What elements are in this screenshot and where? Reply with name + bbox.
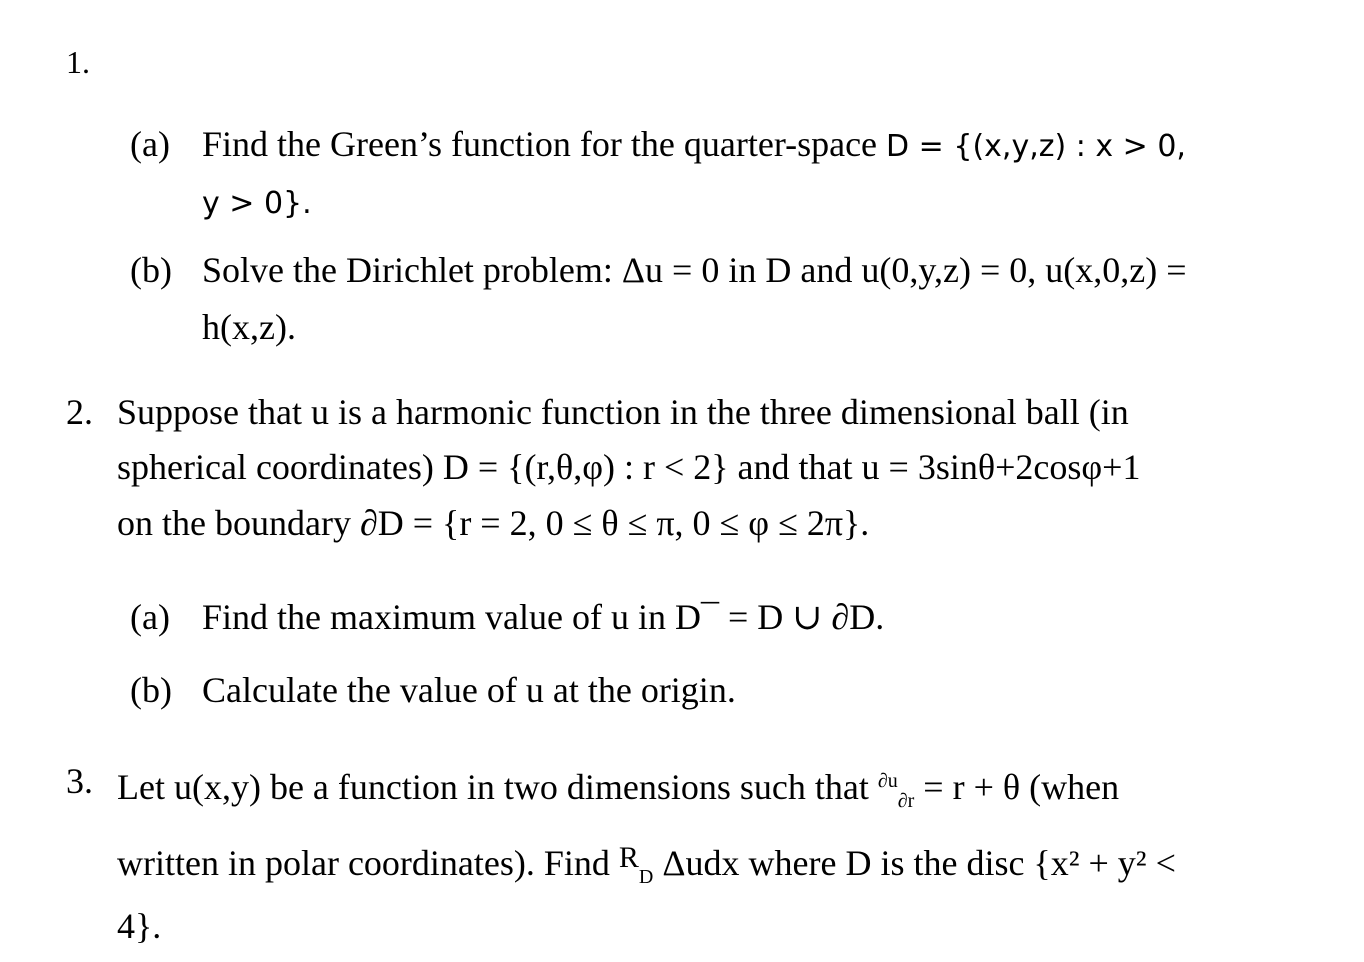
question-3-line2-start: written in polar coordinates). Find: [117, 843, 610, 883]
question-3-line1-end: = r + θ (when: [923, 767, 1120, 807]
question-1-number: 1.: [66, 44, 90, 80]
question-2a-text: Find the maximum value of u in D¯ = D ∪ ∂D.: [202, 597, 885, 637]
question-2-line1: Suppose that u is a harmonic function in the three dimensional ball (in: [117, 392, 1129, 432]
question-1a-line1: [202, 124, 1186, 167]
question-3-line1-start: Let u(x,y) be a function in two dimensions such that: [117, 767, 869, 807]
question-3-fraction-denominator: ∂r: [897, 790, 915, 812]
question-3-line2: [117, 838, 1176, 897]
question-2-number: 2.: [66, 392, 93, 432]
question-3-line2-mid: Δudx where D is the disc {x² + y² <: [662, 843, 1176, 883]
question-2b-label: (b): [130, 670, 172, 710]
question-2-line3: on the boundary ∂D = {r = 2, 0 ≤ θ ≤ π, 0 ≤ φ ≤ 2π}.: [117, 503, 870, 543]
question-3-fraction-numerator: ∂u: [877, 770, 898, 792]
question-1a-label: (a): [130, 124, 170, 164]
integral-symbol-r: R: [618, 841, 639, 874]
question-2b-text: Calculate the value of u at the origin.: [202, 670, 736, 710]
question-3-line1: [117, 761, 1119, 821]
question-1a-text: Find the Green’s function for the quarter-space: [202, 124, 878, 164]
question-2a-label: (a): [130, 597, 170, 637]
question-1b-line2: h(x,z).: [202, 307, 296, 347]
question-1b-label: (b): [130, 250, 172, 290]
integral-subscript-d: D: [638, 866, 654, 888]
question-1a-line2: y > 0}.: [202, 186, 312, 221]
question-3-fraction: [877, 767, 923, 812]
question-3-number: 3.: [66, 761, 93, 801]
question-1b-line1: Solve the Dirichlet problem: Δu = 0 in D and u(0,y,z) = 0, u(x,0,z) =: [202, 250, 1187, 290]
question-3-line3: 4}.: [117, 906, 162, 946]
question-2-line2: spherical coordinates) D = {(r,θ,φ) : r < 2} and that u = 3sinθ+2cosφ+1: [117, 447, 1141, 487]
question-1a-math: D = {(x,y,z) : x > 0,: [886, 129, 1186, 164]
